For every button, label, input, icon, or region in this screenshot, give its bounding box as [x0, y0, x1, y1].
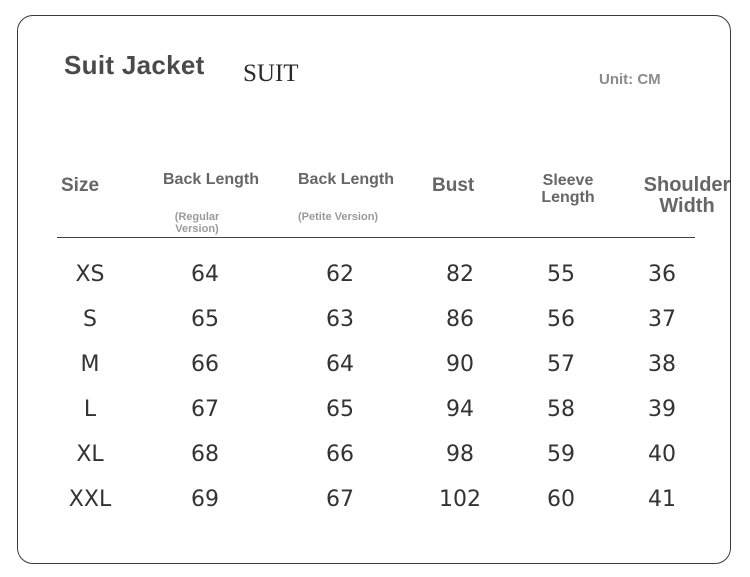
table-cell-bust: 98 — [446, 442, 474, 467]
table-cell-bust: 94 — [446, 397, 474, 422]
table-cell-back-regular: 64 — [191, 262, 219, 287]
header-back-length-regular: Back Length — [163, 171, 260, 188]
table-cell-back-petite: 67 — [326, 487, 354, 512]
table-cell-sleeve: 59 — [547, 442, 575, 467]
chart-subtitle: SUIT — [243, 60, 299, 87]
header-sleeve-line1: Sleeve — [542, 172, 594, 189]
table-cell-back-petite: 66 — [326, 442, 354, 467]
table-cell-back-regular: 66 — [191, 352, 219, 377]
table-cell-bust: 90 — [446, 352, 474, 377]
table-cell-size: L — [83, 397, 97, 422]
table-cell-sleeve: 60 — [547, 487, 575, 512]
table-cell-size: S — [83, 307, 97, 332]
table-cell-back-petite: 63 — [326, 307, 354, 332]
table-cell-bust: 102 — [439, 487, 481, 512]
table-cell-back-regular: 68 — [191, 442, 219, 467]
table-cell-shoulder: 41 — [648, 487, 676, 512]
header-sleeve-line2: Length — [541, 188, 595, 206]
table-cell-back-petite: 62 — [326, 262, 354, 287]
header-size: Size — [61, 175, 100, 196]
note-petite-version: (Petite Version) — [298, 211, 379, 223]
table-cell-shoulder: 38 — [648, 352, 676, 377]
table-cell-back-regular: 69 — [191, 487, 219, 512]
table-cell-back-regular: 65 — [191, 307, 219, 332]
note-regular-version: (Regular Version) — [174, 211, 220, 236]
table-cell-sleeve: 57 — [547, 352, 575, 377]
table-cell-sleeve: 56 — [547, 307, 575, 332]
table-cell-bust: 86 — [446, 307, 474, 332]
header-back-length-petite: Back Length — [298, 171, 395, 188]
table-cell-shoulder: 37 — [648, 307, 676, 332]
header-bust: Bust — [432, 175, 475, 196]
table-cell-back-petite: 65 — [326, 397, 354, 422]
table-cell-back-petite: 64 — [326, 352, 354, 377]
table-cell-size: M — [80, 352, 100, 377]
header-sleeve-length — [531, 173, 605, 207]
table-cell-sleeve: 55 — [547, 262, 575, 287]
header-divider — [57, 237, 695, 238]
header-shoulder-width — [633, 175, 741, 217]
chart-title: Suit Jacket — [64, 50, 205, 80]
table-cell-back-regular: 67 — [191, 397, 219, 422]
table-cell-size: XL — [76, 442, 104, 467]
size-chart-card — [17, 15, 731, 564]
table-cell-bust: 82 — [446, 262, 474, 287]
header-shoulder-line2: Width — [659, 195, 715, 217]
table-cell-size: XS — [75, 262, 105, 287]
table-cell-sleeve: 58 — [547, 397, 575, 422]
table-cell-shoulder: 40 — [648, 442, 676, 467]
table-cell-size: XXL — [68, 487, 112, 512]
header-shoulder-line1: Shoulder — [643, 174, 731, 196]
table-cell-shoulder: 39 — [648, 397, 676, 422]
unit-label: Unit: CM — [599, 71, 661, 88]
table-cell-shoulder: 36 — [648, 262, 676, 287]
